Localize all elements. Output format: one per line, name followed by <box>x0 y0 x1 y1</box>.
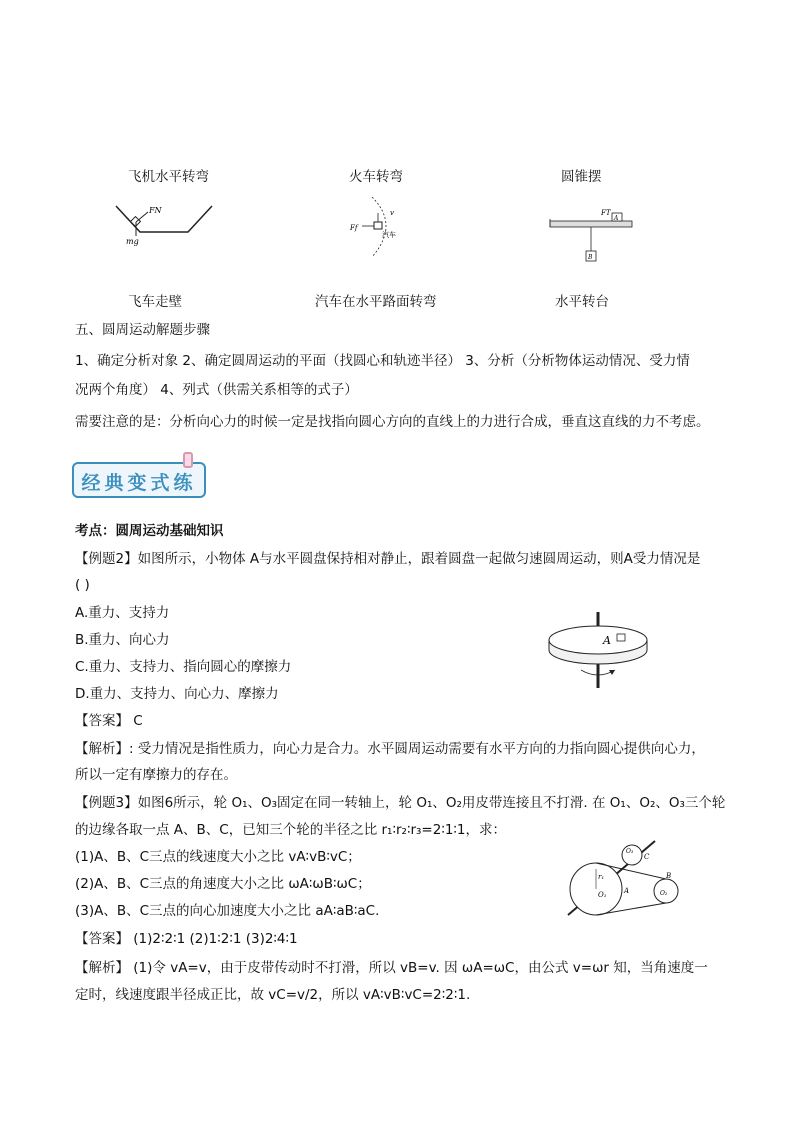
ex3-stem-line1: 【例题3】如图6所示，轮 O₁、O₃固定在同一转轴上，轮 O₁、O₂用皮带连接且不打滑. 在 O₁、O₂、O₃三个轮 <box>75 795 726 811</box>
ex3-stem-line2: 的边缘各取一点 A、B、C，已知三个轮的半径之比 r₁∶r₂∶r₃=2∶1∶1，求： <box>75 822 507 838</box>
o3-label: O₃ <box>626 848 634 855</box>
a-point-label: A <box>624 887 630 895</box>
car-road-figure <box>330 195 420 260</box>
disk-a-label: A <box>603 634 611 647</box>
ex3-analysis-line2: 定时，线速度跟半径成正比，故 vC=v/2，所以 vA∶vB∶vC=2∶2∶1. <box>75 987 471 1003</box>
ex2-stem-line1: 【例题2】如图所示，小物体 A与水平圆盘保持相对静止，跟着圆盘一起做匀速圆周运动，则A受力情况是 <box>75 551 701 567</box>
ex2-option-a: A.重力、支持力 <box>75 605 170 621</box>
ex3-question-1: (1)A、B、C三点的线速度大小之比 vA∶vB∶vC； <box>75 849 361 865</box>
caption-flying-car: 飞车走壁 <box>128 294 182 310</box>
c-point-label: C <box>644 853 650 861</box>
ex2-option-b: B.重力、向心力 <box>75 632 170 648</box>
flying-car-figure <box>110 200 220 250</box>
ft-label: FT <box>601 209 611 217</box>
fn-label: FN <box>149 206 162 215</box>
rotating-disk-figure <box>545 610 655 690</box>
ex2-stem-line2: ( ) <box>75 577 90 593</box>
section5-note: 需要注意的是：分析向心力的时候一定是找指向圆心方向的直线上的力进行合成，垂直这直线的力不考虑。 <box>75 414 710 430</box>
v-label: v <box>390 209 394 217</box>
caption-plane-turn: 飞机水平转弯 <box>128 169 209 185</box>
caption-car-road: 汽车在水平路面转弯 <box>315 294 437 310</box>
ex2-analysis-line2: 所以一定有摩擦力的存在。 <box>75 767 237 783</box>
ex2-option-c: C.重力、支持力、指向圆心的摩擦力 <box>75 659 292 675</box>
ex2-analysis-line1: 【解析】: 受力情况是指性质力，向心力是合力。水平圆周运动需要有水平方向的力指向圆心提供向心力， <box>75 741 705 757</box>
ex3-question-2: (2)A、B、C三点的角速度大小之比 ωA∶ωB∶ωC； <box>75 876 371 892</box>
mg-label: mg <box>126 237 139 246</box>
o2-label: O₂ <box>660 890 668 897</box>
banner-title: 经典变式练 <box>81 472 197 494</box>
r1-label: r₁ <box>598 873 605 881</box>
o1-label: O₁ <box>598 891 607 899</box>
caption-turntable: 水平转台 <box>555 294 609 310</box>
caption-train-turn: 火车转弯 <box>349 169 403 185</box>
b-point-label: B <box>666 872 672 880</box>
turntable-a-label: A <box>614 215 619 222</box>
ex3-question-3: (3)A、B、C三点的向心加速度大小之比 aA∶aB∶aC. <box>75 903 380 919</box>
section5-heading: 五、圆周运动解题步骤 <box>75 322 210 338</box>
banner-clip-icon <box>183 452 193 468</box>
ex3-answer: 【答案】 (1)2∶2∶1 (2)1∶2∶1 (3)2∶4∶1 <box>75 931 298 947</box>
caption-conical-pendulum: 圆锥摆 <box>561 169 602 185</box>
ff-label: Ff <box>350 224 358 232</box>
ex3-analysis-line1: 【解析】 (1)令 vA=v，由于皮带传动时不打滑，所以 vB=v. 因 ωA=ωC，由公式 v=ωr 知，当角速度一 <box>75 960 708 976</box>
pulley-figure <box>560 835 700 920</box>
kaodian-heading: 考点：圆周运动基础知识 <box>75 523 224 539</box>
turntable-b-label: B <box>588 254 593 261</box>
section5-line1: 1、确定分析对象 2、确定圆周运动的平面（找圆心和轨迹半径） 3、分析（分析物体运动情况、受力情 <box>75 353 690 369</box>
ex2-answer: 【答案】 C <box>75 713 143 729</box>
ex2-option-d: D.重力、支持力、向心力、摩擦力 <box>75 686 279 702</box>
section5-line2: 况两个角度） 4、列式（供需关系相等的式子） <box>75 382 358 398</box>
car-label: 汽车 <box>382 231 396 239</box>
turntable-figure <box>546 205 636 265</box>
